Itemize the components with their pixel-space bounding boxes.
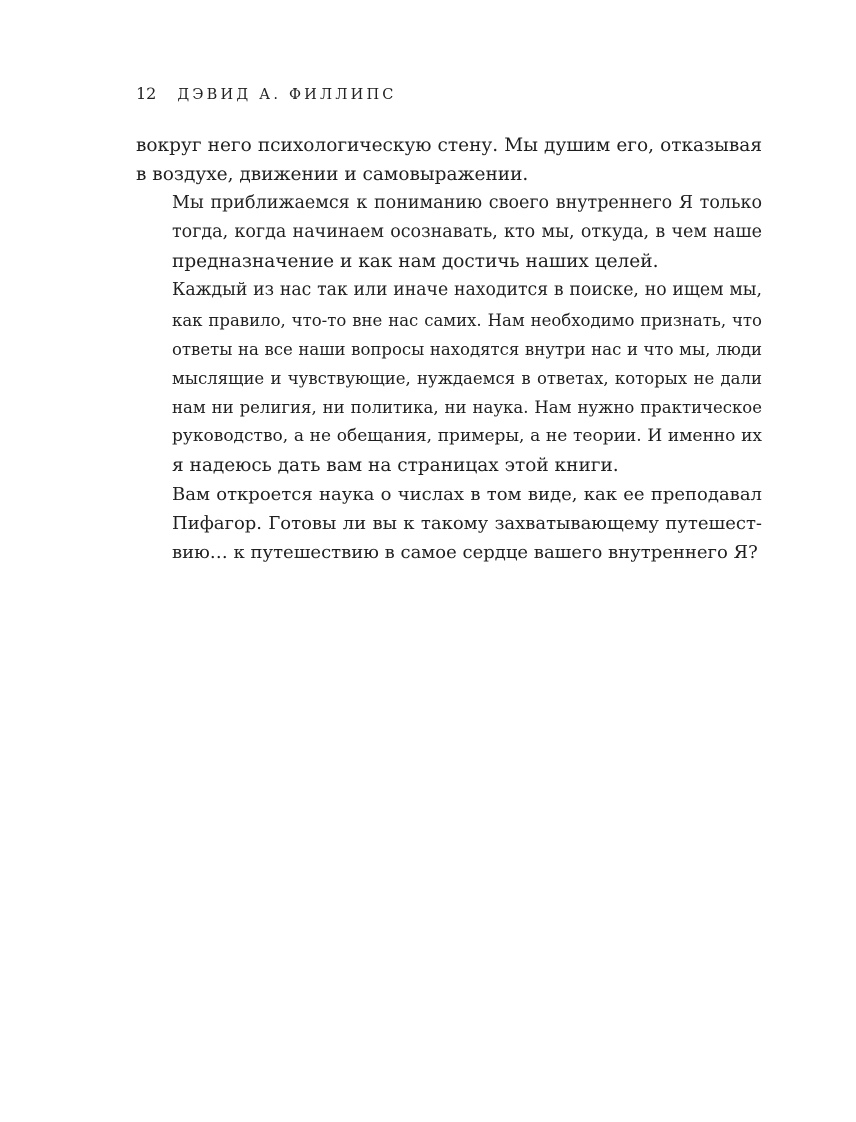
text-line: руководство, а не обещания, примеры, а не теории. И именно их bbox=[172, 425, 762, 446]
paragraph bbox=[136, 189, 762, 276]
body-text bbox=[136, 131, 762, 567]
text-line: вокруг него психологическую стену. Мы душим его, отказывая bbox=[136, 135, 762, 156]
text-line: Каждый из нас так или иначе находится в поиске, но ищем мы, bbox=[172, 280, 762, 301]
paragraph bbox=[136, 276, 762, 480]
text-line: Вам откроется наука о числах в том виде, как ее преподавал bbox=[172, 484, 762, 506]
text-line: предназначение и как нам достичь наших целей. bbox=[172, 251, 659, 273]
page-number: 12 bbox=[136, 84, 157, 103]
text-line: ответы на все наши вопросы находятся внутри нас и что мы, люди bbox=[172, 339, 762, 359]
text-line: тогда, когда начинаем осознавать, кто мы, откуда, в чем наше bbox=[172, 222, 762, 243]
running-head bbox=[136, 82, 397, 106]
text-line: вию… к путешествию в самое сердце вашего внутреннего Я? bbox=[172, 542, 758, 564]
running-title: ДЭВИД А. ФИЛЛИПС bbox=[177, 87, 397, 103]
text-line: нам ни религия, ни политика, ни наука. Нам нужно практическое bbox=[172, 397, 762, 417]
text-line: я надеюсь дать вам на страницах этой книги. bbox=[172, 455, 619, 477]
paragraph bbox=[136, 131, 762, 189]
paragraph bbox=[136, 480, 762, 567]
text-line: мыслящие и чувствующие, нуждаемся в ответах, которых не дали bbox=[172, 368, 762, 388]
text-line: Пифагор. Готовы ли вы к такому захватывающему путешест- bbox=[172, 513, 762, 535]
text-line: Мы приближаемся к пониманию своего внутреннего Я только bbox=[172, 193, 762, 214]
text-line: в воздухе, движении и самовыражении. bbox=[136, 164, 529, 186]
text-line: как правило, что-то вне нас самих. Нам необходимо признать, что bbox=[172, 310, 762, 330]
